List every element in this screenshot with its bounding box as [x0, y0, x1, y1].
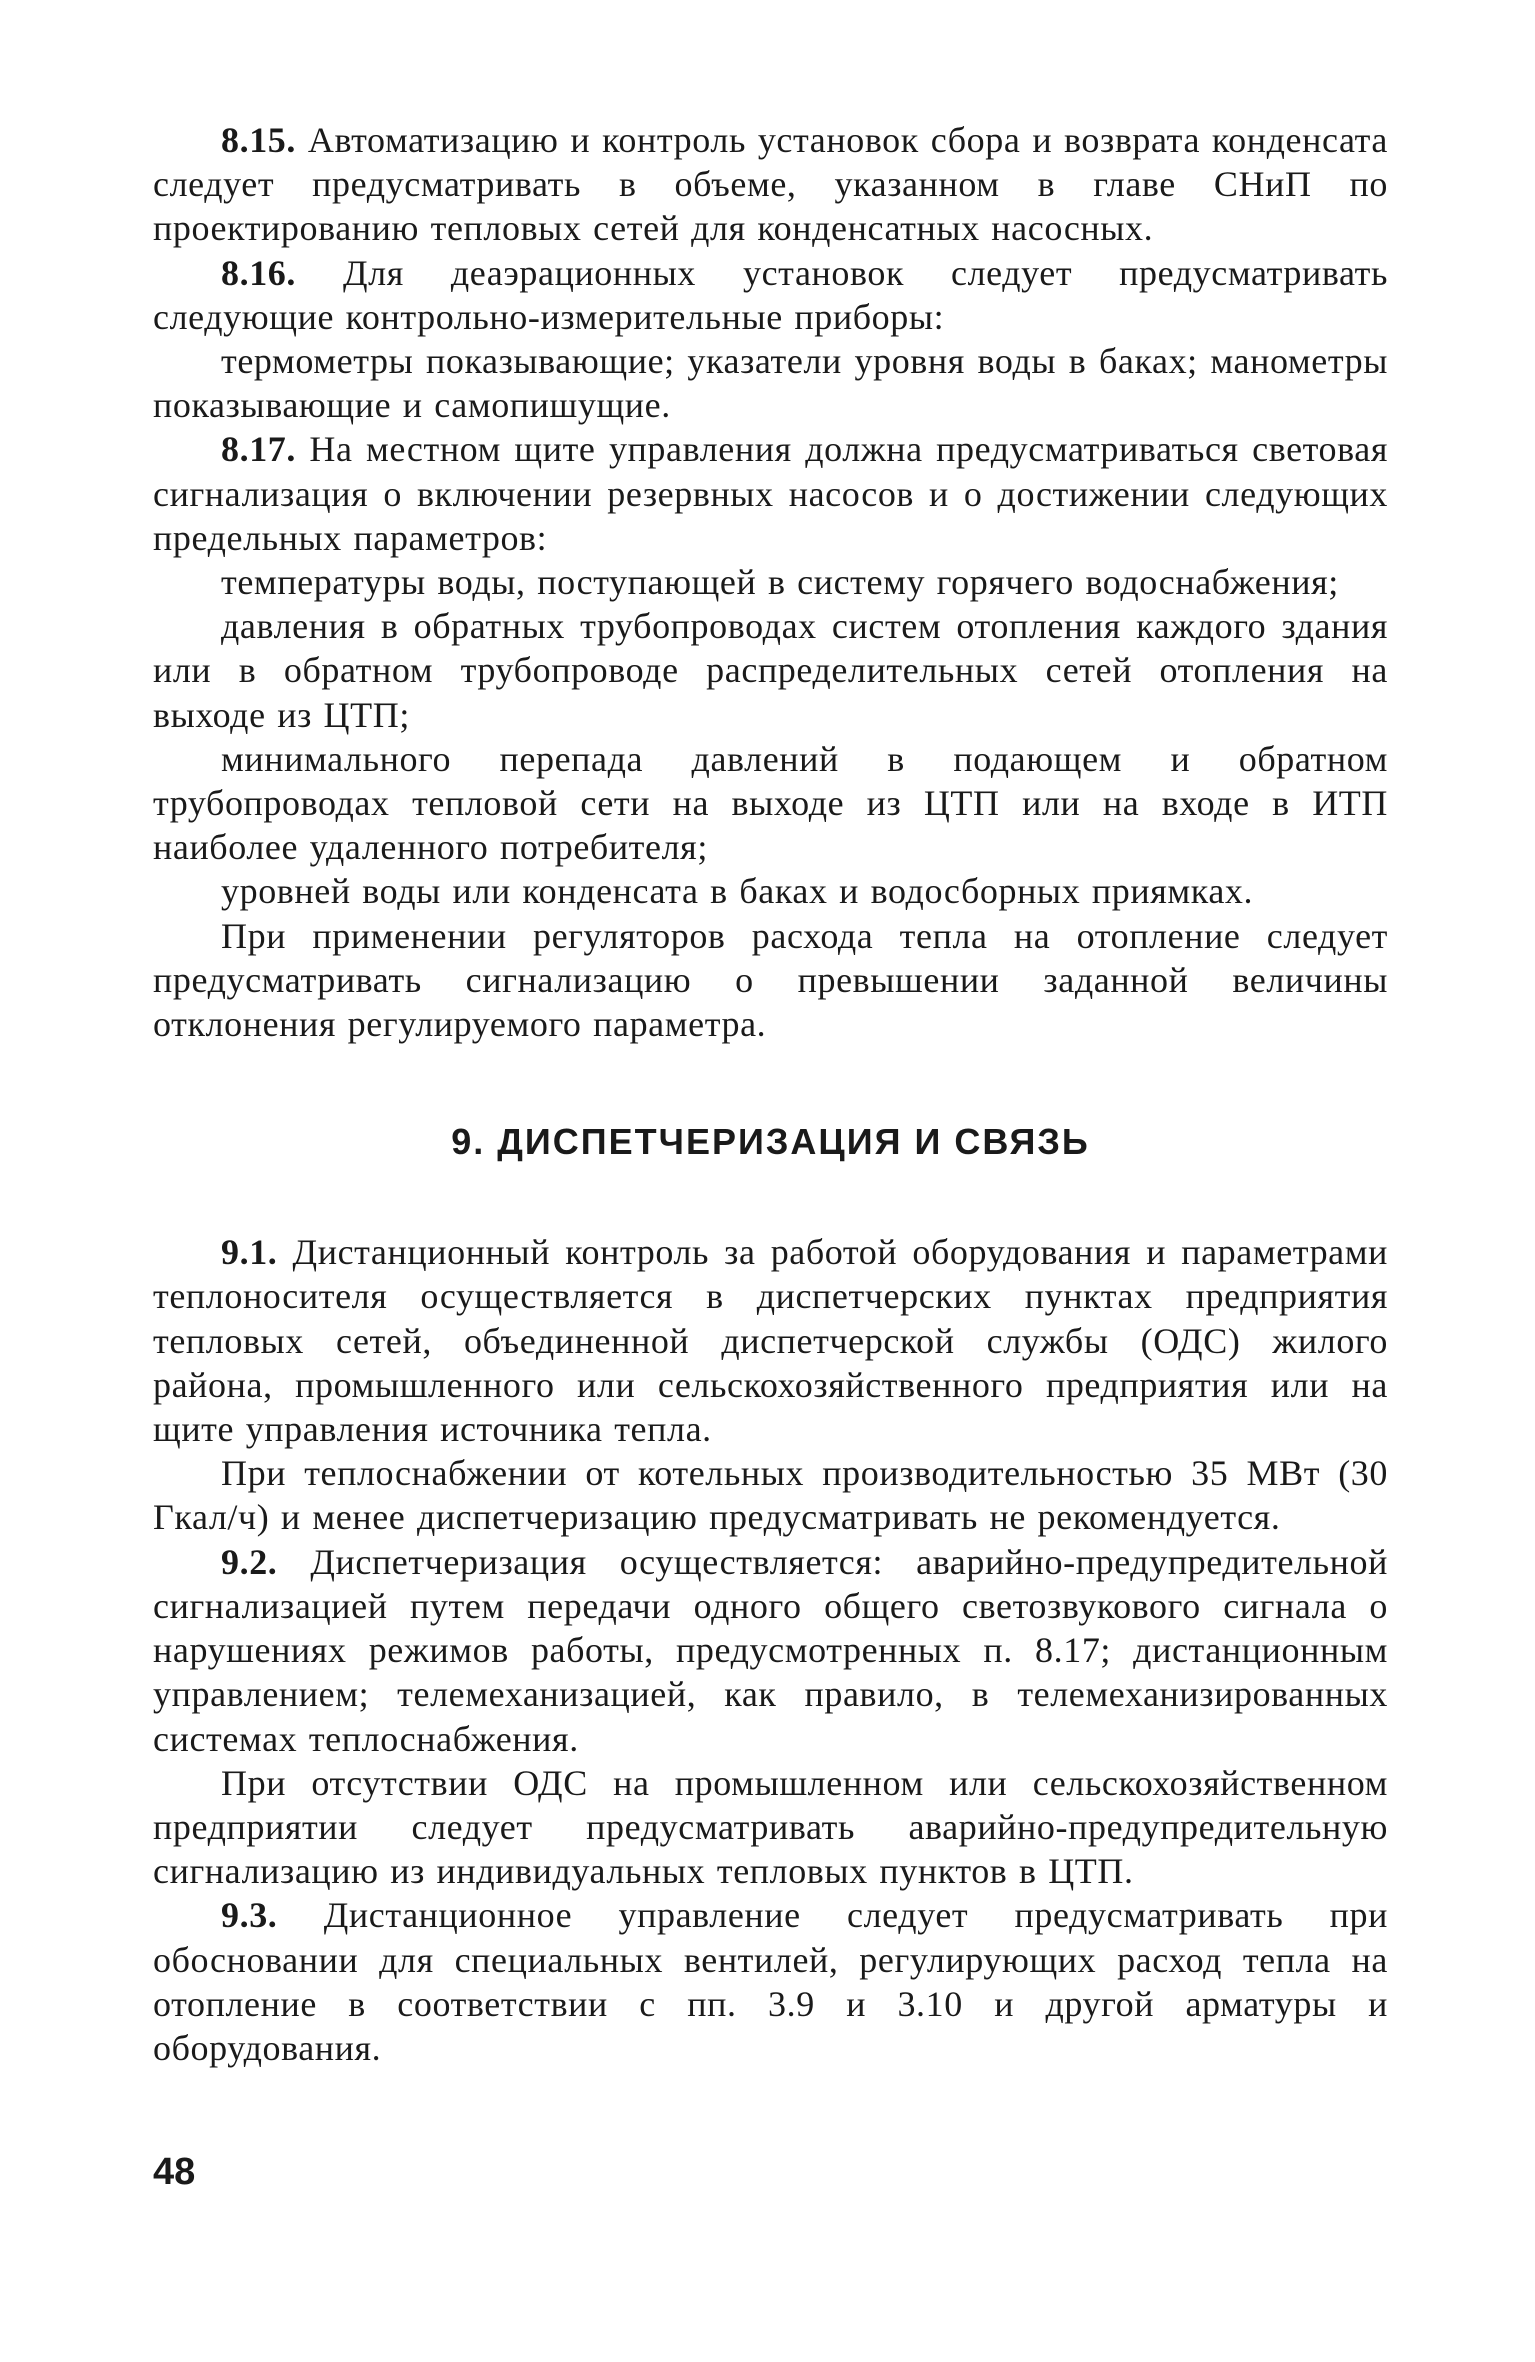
section-heading: 9. ДИСПЕТЧЕРИЗАЦИЯ И СВЯЗЬ — [451, 1121, 1090, 1163]
paragraph-8-15 — [153, 118, 1388, 251]
list-item: термометры показывающие; указатели уровня воды в баках; манометры показывающие и самопишущие. — [153, 341, 1388, 426]
paragraph-note: При теплоснабжении от котельных производительностью 35 МВт (30 Гкал/ч) и менее диспетчеризацию предусматривать не рекомендуется. — [153, 1453, 1388, 1538]
clause-number: 9.1. — [221, 1232, 278, 1273]
paragraph-9-2 — [153, 1540, 1388, 1761]
paragraph-8-16 — [153, 251, 1388, 339]
paragraph-9-3 — [153, 1893, 1388, 2070]
paragraph-note: При применении регуляторов расхода тепла на отопление следует предусматривать сигнализацию о превышении заданной величины отклонения регулируемого параметра. — [153, 915, 1388, 1045]
clause-number: 8.16. — [221, 252, 296, 293]
list-item: давления в обратных трубопроводах систем отопления каждого здания или в обратном трубопроводе распределительных сетей отопления на выходе из ЦТП; — [153, 606, 1388, 735]
paragraph-9-1 — [153, 1230, 1388, 1451]
clause-number: 8.15. — [221, 120, 296, 160]
clause-text: Для деаэрационных установок следует предусматривать следующие контрольно-измерительные приборы: — [153, 252, 1388, 337]
list-item: температуры воды, поступающей в систему горячего водоснабжения; — [221, 562, 1339, 603]
clause-text: Дистанционный контроль за работой оборудования и параметрами теплоносителя осуществляется в диспетчерских пунктах предприятия тепловых сетей, объединенной диспетчерской службы (ОДС) жилого района, промышленного или сельскохозяйственного предприятия или на щите управления источника тепла. — [153, 1232, 1388, 1450]
list-item: минимального перепада давлений в подающем и обратном трубопроводах тепловой сети на выходе из ЦТП или на входе в ИТП наиболее удаленного потребителя; — [153, 738, 1388, 868]
page-number: 48 — [153, 2151, 196, 2193]
clause-text: Диспетчеризация осуществляется: аварийно-предупредительной сигнализацией путем передачи одного общего светозвукового сигнала о нарушениях режимов работы, предусмотренных п. 8.17; дистанционным управлением; телемеханизацией, как правило, в телемеханизированных системах теплоснабжения. — [153, 1541, 1388, 1759]
clause-number: 9.3. — [221, 1895, 278, 1936]
list-item: уровней воды или конденсата в баках и водосборных приямках. — [221, 871, 1254, 912]
clause-text: Дистанционное управление следует предусматривать при обосновании для специальных вентилей, регулирующих расход тепла на отопление в соответствии с пп. 3.9 и 3.10 и другой арматуры и оборудования. — [153, 1895, 1388, 2068]
clause-number: 9.2. — [221, 1541, 278, 1582]
clause-text: На местном щите управления должна предусматриваться световая сигнализация о включении резервных насосов и о достижении следующих предельных параметров: — [153, 429, 1388, 558]
clause-number: 8.17. — [221, 429, 296, 470]
paragraph-note: При отсутствии ОДС на промышленном или сельскохозяйственном предприятии следует предусматривать аварийно-предупредительную сигнализацию из индивидуальных тепловых пунктов в ЦТП. — [153, 1762, 1388, 1892]
document-page — [153, 118, 1388, 2070]
paragraph-8-17 — [153, 427, 1388, 560]
clause-text: Автоматизацию и контроль установок сбора и возврата конденсата следует предусматривать в объеме, указанном в главе СНиП по проектированию тепловых сетей для конденсатных насосных. — [153, 120, 1388, 249]
